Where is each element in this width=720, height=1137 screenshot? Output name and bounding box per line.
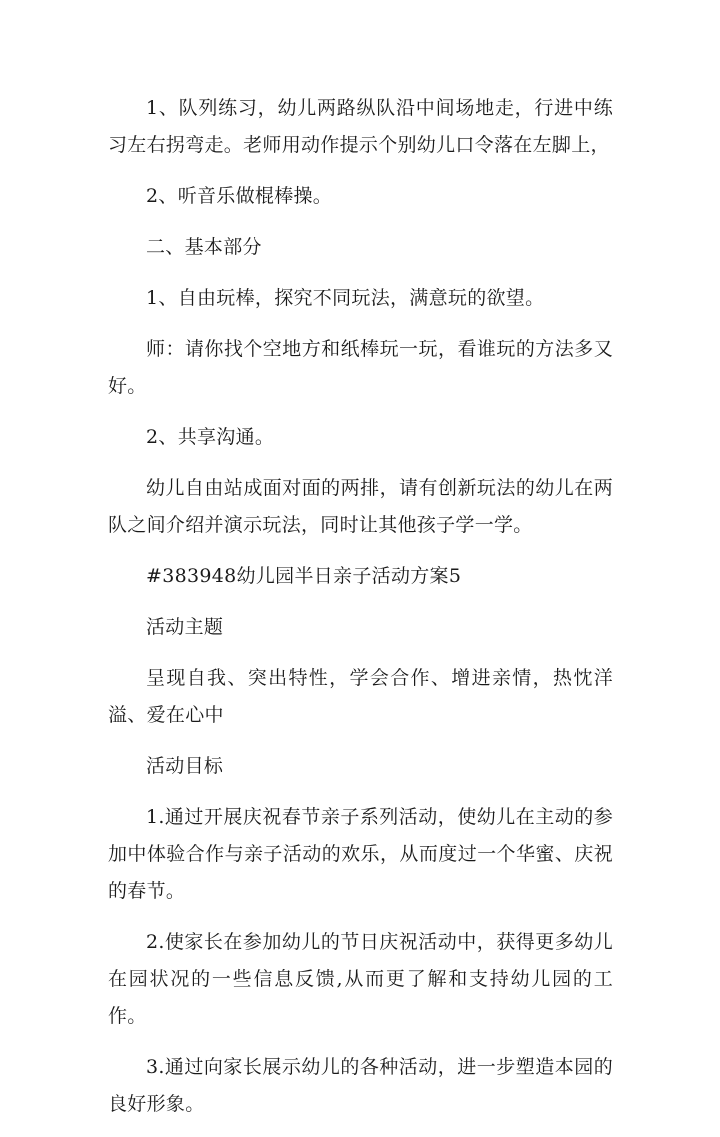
paragraph-demo: 幼儿自由站成面对面的两排，请有创新玩法的幼儿在两队之间介绍并演示玩法，同时让其他孩子学一学。	[108, 477, 613, 536]
plan-title: #383948幼儿园半日亲子活动方案5	[146, 565, 462, 587]
paragraph-teacher-prompt: 师：请你找个空地方和纸棒玩一玩，看谁玩的方法多又好。	[108, 338, 613, 397]
heading-activity-theme: 活动主题	[146, 616, 224, 638]
document-body	[108, 90, 613, 1137]
paragraph-free-play: 1、自由玩棒，探究不同玩法，满意玩的欲望。	[146, 287, 545, 309]
paragraph-queue-practice: 1、队列练习，幼儿两路纵队沿中间场地走，行进中练习左右拐弯走。老师用动作提示个别幼儿口令落在左脚上，	[108, 97, 613, 156]
goal-item-3: 3.通过向家长展示幼儿的各种活动，进一步塑造本园的良好形象。	[108, 1056, 613, 1115]
paragraph-stick-exercise: 2、听音乐做棍棒操。	[146, 185, 333, 207]
goal-item-1: 1.通过开展庆祝春节亲子系列活动，使幼儿在主动的参加中体验合作与亲子活动的欢乐，从而度过一个华蜜、庆祝的春节。	[108, 806, 613, 902]
paragraph-sharing: 2、共享沟通。	[146, 426, 275, 448]
section-heading-basic: 二、基本部分	[146, 236, 262, 258]
paragraph-theme-text: 呈现自我、突出特性，学会合作、增进亲情，热忱洋溢、爱在心中	[108, 667, 613, 726]
goal-item-2: 2.使家长在参加幼儿的节日庆祝活动中，获得更多幼儿在园状况的一些信息反馈,从而更了解和支持幼儿园的工作。	[108, 931, 613, 1027]
heading-activity-goals: 活动目标	[146, 755, 224, 777]
